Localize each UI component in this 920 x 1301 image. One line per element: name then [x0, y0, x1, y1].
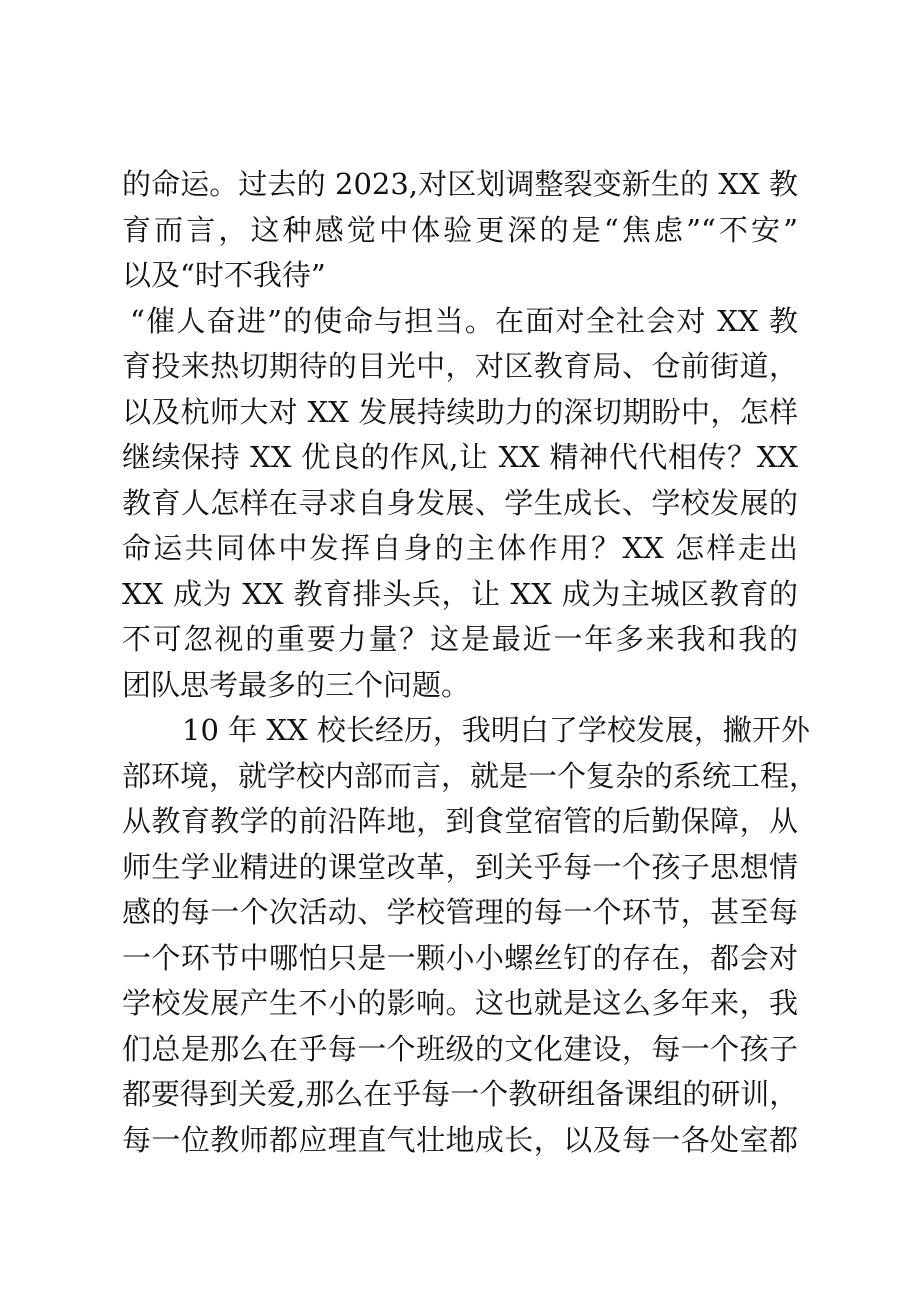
text-line: 育投来热切期待的目光中，对区教育局、仓前街道， [122, 349, 798, 383]
text-line: XX 成为 XX 教育排头兵，让 XX 成为主城区教育的 [122, 576, 798, 611]
text-line: 不可忽视的重要力量？这是最近一年多来我和我的 [122, 622, 798, 656]
text-line: 从教育教学的前沿阵地，到食堂宿管的后勤保障，从 [122, 804, 798, 838]
text-line: 师生学业精进的课堂改革，到关乎每一个孩子思想情 [122, 849, 798, 884]
text-line: 感的每一个次活动、学校管理的每一个环节，甚至每 [122, 895, 798, 929]
text-line: 继续保持 XX 优良的作风,让 XX 精神代代相传？XX [122, 440, 798, 474]
text-line: 教育人怎样在寻求自身发展、学生成长、学校发展的 [122, 485, 798, 520]
document-body [122, 162, 819, 1163]
text-line: 育而言，这种感觉中体验更深的是“焦虑”“不安” [122, 212, 798, 247]
text-line: “催人奋进”的使命与担当。在面对全社会对 XX 教 [130, 303, 798, 338]
text-line: 们总是那么在乎每一个班级的文化建设，每一个孩子 [122, 1031, 798, 1066]
text-line: 团队思考最多的三个问题。 [122, 667, 471, 702]
text-line: 每一位教师都应理直气壮地成长，以及每一各处室都 [122, 1122, 798, 1157]
text-line: 以及杭师大对 XX 发展持续助力的深切期盼中，怎样 [122, 394, 798, 429]
text-line: 学校发展产生不小的影响。这也就是这么多年来，我 [122, 986, 798, 1020]
text-line: 以及“时不我待” [122, 258, 326, 292]
text-line: 都要得到关爱,那么在乎每一个教研组备课组的研训， [122, 1077, 799, 1111]
text-line: 一个环节中哪怕只是一颗小小螺丝钉的存在，都会对 [122, 940, 798, 975]
text-line: 10 年 XX 校长经历，我明白了学校发展，撇开外 [182, 713, 810, 747]
text-line: 命运共同体中发挥自身的主体作用？XX 怎样走出 [122, 531, 798, 565]
text-line: 的命运。过去的 2023,对区划调整裂变新生的 XX 教 [122, 167, 798, 201]
text-line: 部环境，就学校内部而言，就是一个复杂的系统工程， [122, 758, 819, 793]
